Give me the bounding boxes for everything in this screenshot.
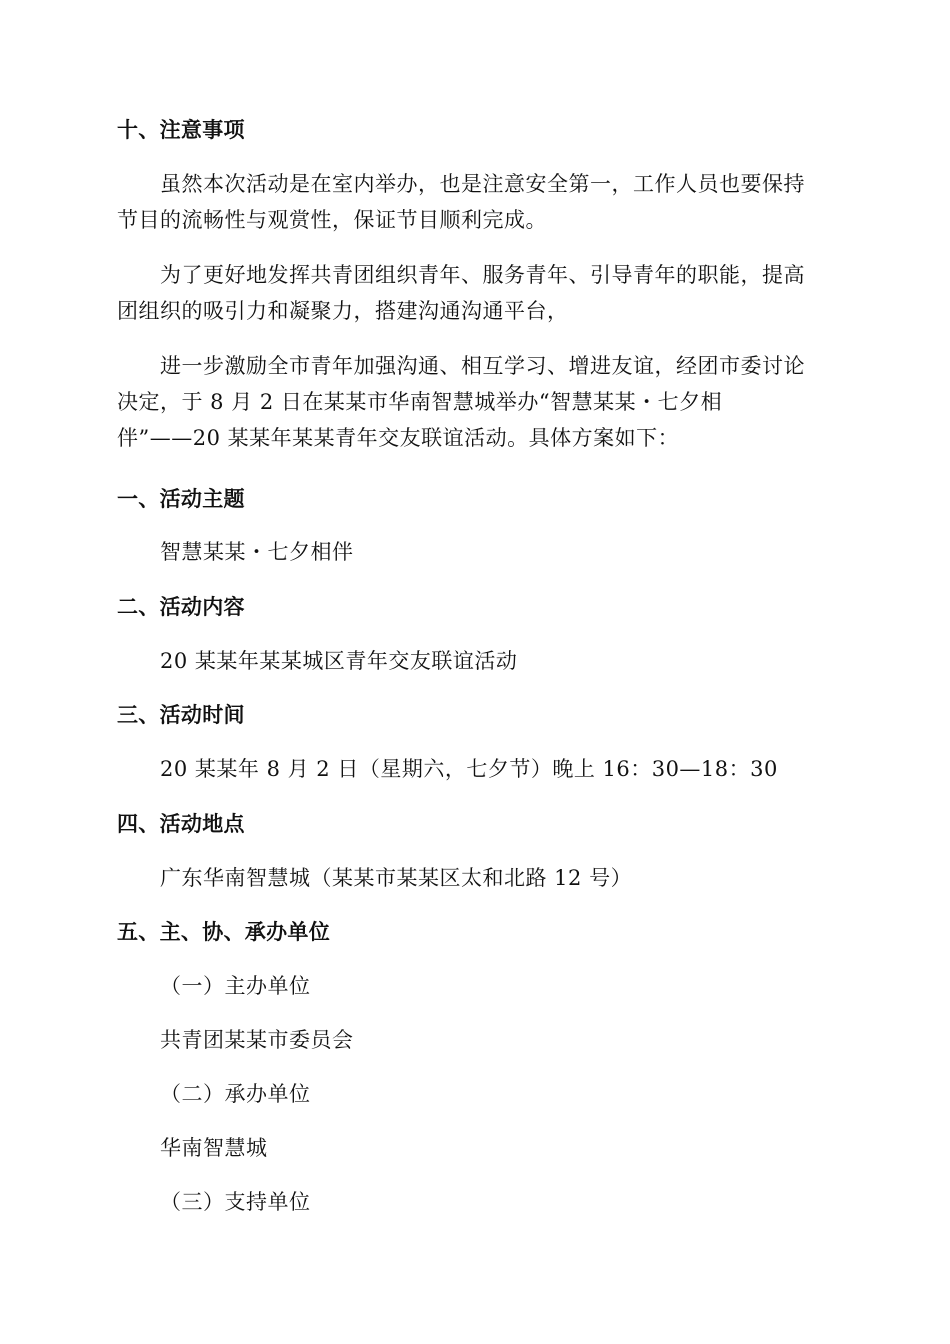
section-heading-theme: 一、活动主题	[117, 487, 245, 511]
paragraph-line: 虽然本次活动是在室内举办，也是注意安全第一，工作人员也要保持	[160, 172, 805, 196]
paragraph-line: 进一步激励全市青年加强沟通、相互学习、增进友谊，经团市委讨论	[160, 354, 805, 378]
paragraph-line: 伴”——20 某某年某某青年交友联谊活动。具体方案如下：	[117, 426, 680, 450]
host-label: （一）主办单位	[160, 974, 311, 998]
paragraph-line: 节目的流畅性与观赏性，保证节目顺利完成。	[117, 208, 547, 232]
section-heading-time: 三、活动时间	[117, 703, 245, 727]
content-text: 20 某某年某某城区青年交友联谊活动	[160, 649, 518, 673]
paragraph-line: 为了更好地发挥共青团组织青年、服务青年、引导青年的职能，提高	[160, 263, 805, 287]
paragraph-line: 决定，于 8 月 2 日在某某市华南智慧城举办“智慧某某・七夕相	[117, 390, 723, 414]
paragraph-line: 团组织的吸引力和凝聚力，搭建沟通沟通平台，	[117, 299, 569, 323]
section-heading-content: 二、活动内容	[117, 595, 245, 619]
supporter-label: （三）支持单位	[160, 1190, 311, 1214]
location-text: 广东华南智慧城（某某市某某区太和北路 12 号）	[160, 866, 633, 890]
organizer-text: 华南智慧城	[160, 1136, 268, 1160]
time-text: 20 某某年 8 月 2 日（星期六，七夕节）晚上 16：30—18：30	[160, 757, 778, 781]
section-heading-organizers: 五、主、协、承办单位	[117, 920, 330, 944]
section-heading-precautions: 十、注意事项	[117, 118, 245, 142]
organizer-label: （二）承办单位	[160, 1082, 311, 1106]
theme-text: 智慧某某・七夕相伴	[160, 540, 354, 564]
section-heading-location: 四、活动地点	[117, 812, 245, 836]
host-text: 共青团某某市委员会	[160, 1028, 354, 1052]
